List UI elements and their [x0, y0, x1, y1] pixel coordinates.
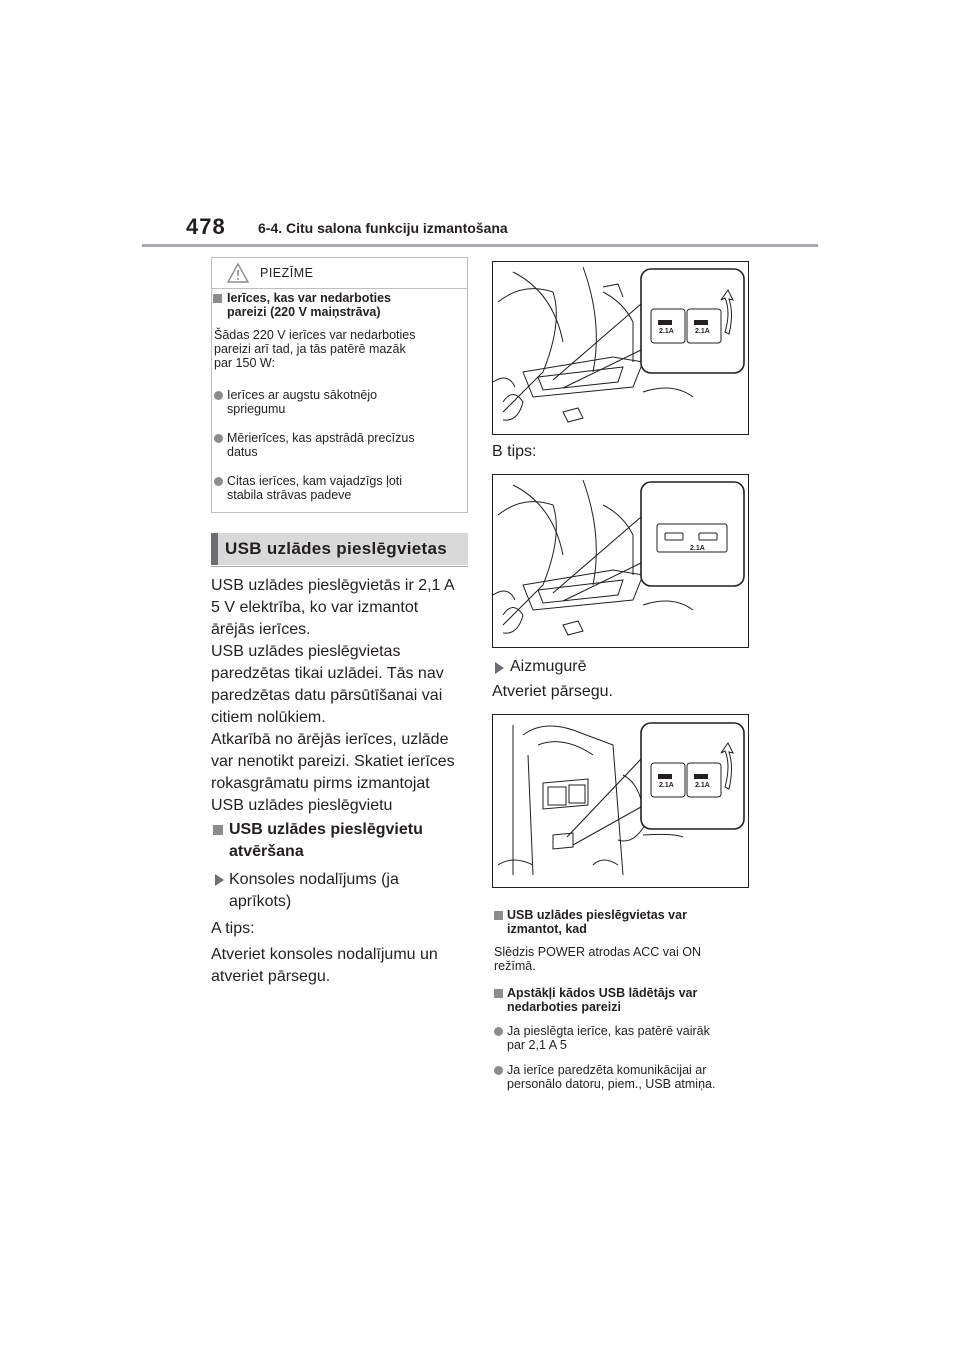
port-label: 2.1A [695, 782, 710, 789]
step-arrow-icon [215, 874, 224, 886]
note-text-line3: par 150 W: [214, 356, 275, 370]
header-rule [142, 244, 818, 247]
note-heading-line2: pareizi (220 V maiņstrāva) [227, 305, 381, 319]
instruction-line1: Atveriet konsoles nodalījumu un [211, 946, 438, 963]
paragraph-line: 5 V elektrība, ko var izmantot [211, 599, 419, 616]
round-bullet-icon [214, 477, 223, 486]
heading-bar-accent [211, 533, 218, 565]
note-label: PIEZĪME [260, 266, 314, 280]
note-heading-line2: izmantot, kad [507, 922, 587, 936]
paragraph-line: ārējās ierīces. [211, 621, 311, 638]
note-item-3-line1: Citas ierīces, kam vajadzīgs ļoti [227, 474, 403, 488]
console-drawing [493, 475, 748, 647]
illustration-type-a [492, 261, 749, 435]
step-rear: Aizmugurē [510, 658, 587, 675]
note-item-line2: par 2,1 A 5 [507, 1038, 567, 1052]
note-item-line1: Ja ierīce paredzēta komunikācijai ar [507, 1063, 707, 1077]
note-item-1-line2: spriegumu [227, 402, 286, 416]
instruction-line2: atveriet pārsegu. [211, 968, 331, 985]
port-label: 2.1A [659, 782, 674, 789]
note-heading-line1: USB uzlādes pieslēgvietas var [507, 908, 687, 922]
sub-heading-line2: atvēršana [229, 843, 304, 860]
note-heading-line1: Ierīces, kas var nedarboties [227, 291, 391, 305]
paragraph-line: var nenotikt pareizi. Skatiet ierīces [211, 753, 455, 770]
note-item-3-line2: stabila strāvas padeve [227, 488, 352, 502]
square-bullet-icon [494, 911, 503, 920]
note-heading-line1: Apstākļi kādos USB lādētājs var [507, 986, 698, 1000]
note-text-line2: režīmā. [494, 959, 536, 973]
note-text-line2: pareizi arī tad, ja tās patērē mazāk [214, 342, 406, 356]
note-heading-line2: nedarboties pareizi [507, 1000, 621, 1014]
note-item-line2: personālo datoru, piem., USB atmiņa. [507, 1077, 716, 1091]
paragraph-line: rokasgrāmatu pirms izmantojat [211, 775, 430, 792]
note-item-line1: Ja pieslēgta ierīce, kas patērē vairāk [507, 1024, 710, 1038]
paragraph-line: Atkarībā no ārējās ierīces, uzlāde [211, 731, 449, 748]
paragraph-line: USB uzlādes pieslēgvietu [211, 797, 393, 814]
rear-console-drawing [493, 715, 748, 887]
note-item-1-line1: Ierīces ar augstu sākotnējo [227, 388, 378, 402]
heading-rule [211, 566, 468, 567]
square-bullet-icon [213, 294, 222, 303]
square-bullet-icon [213, 825, 223, 835]
console-drawing [493, 262, 748, 434]
illustration-type-b [492, 474, 749, 648]
note-text-line1: Šādas 220 V ierīces var nedarboties [214, 328, 416, 342]
round-bullet-icon [214, 434, 223, 443]
instruction-open-cover: Atveriet pārsegu. [492, 683, 613, 700]
section-heading-bar [211, 533, 468, 565]
port-label: 2.1A [659, 328, 674, 335]
round-bullet-icon [494, 1066, 503, 1075]
note-text-line1: Slēdzis POWER atrodas ACC vai ON [494, 945, 702, 959]
page-number: 478 [186, 214, 226, 239]
note-item-2-line1: Mērierīces, kas apstrādā precīzus [227, 431, 415, 445]
paragraph-line: paredzētas tikai uzlādei. Tās nav [211, 665, 444, 682]
warning-icon [226, 262, 250, 284]
paragraph-line: citiem nolūkiem. [211, 709, 326, 726]
square-bullet-icon [494, 989, 503, 998]
port-label: 2.1A [695, 328, 710, 335]
paragraph-line: paredzētas datu pārsūtīšanai vai [211, 687, 443, 704]
round-bullet-icon [494, 1027, 503, 1036]
type-b-label: B tips: [492, 443, 537, 460]
paragraph-line: USB uzlādes pieslēgvietas [211, 643, 401, 660]
type-a-label: A tips: [211, 920, 255, 937]
step-arrow-icon [495, 662, 504, 674]
section-heading: USB uzlādes pieslēgvietas [225, 539, 447, 558]
paragraph-line: USB uzlādes pieslēgvietās ir 2,1 A [211, 577, 455, 594]
sub-heading-line1: USB uzlādes pieslēgvietu [229, 821, 423, 838]
note-item-2-line2: datus [227, 445, 258, 459]
port-label: 2.1A [690, 545, 705, 552]
note-header [212, 258, 467, 289]
illustration-rear [492, 714, 749, 888]
section-title: 6-4. Citu salona funkciju izmantošana [258, 220, 508, 236]
step-line2: aprīkots) [229, 893, 292, 910]
step-line1: Konsoles nodalījums (ja [229, 871, 399, 888]
round-bullet-icon [214, 391, 223, 400]
